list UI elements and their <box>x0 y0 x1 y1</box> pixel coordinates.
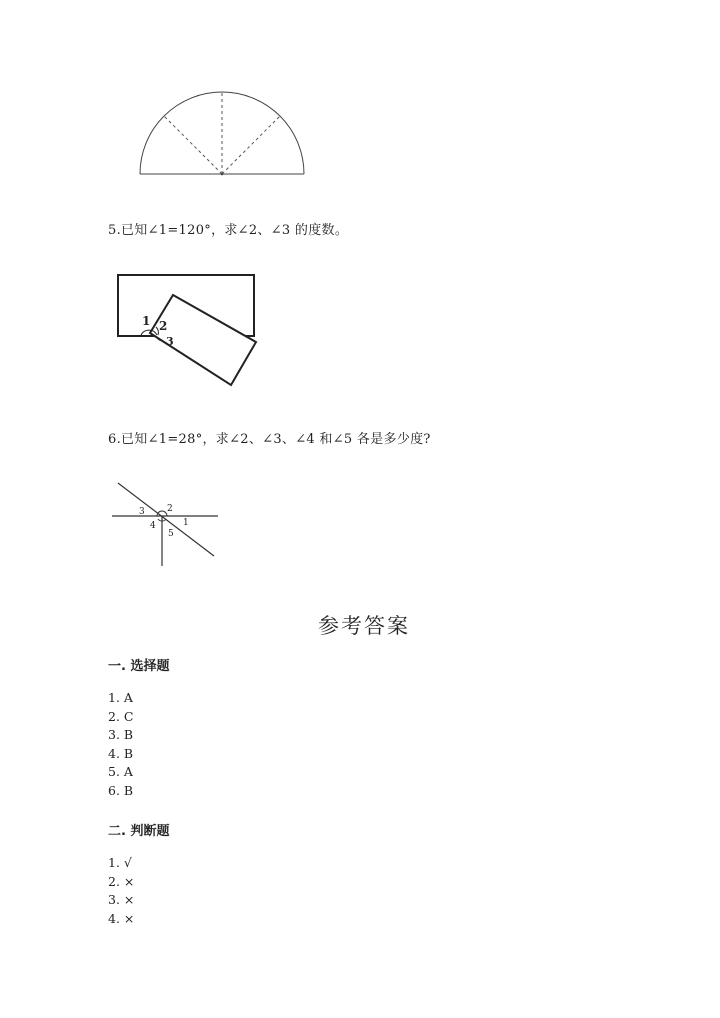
angle-label-1: 1 <box>142 314 151 328</box>
line-label-1: 1 <box>183 518 189 528</box>
question-5: 5.已知∠1=120°，求∠2、∠3 的度数。 <box>108 223 349 238</box>
answer-item: 3. × <box>108 892 135 908</box>
line-label-2: 2 <box>167 504 173 514</box>
answer-item: 2. C <box>108 708 134 724</box>
answer-item: 2. × <box>108 873 135 889</box>
section-heading-choice: 一. 选择题 <box>108 659 170 674</box>
answer-item: 4. B <box>108 745 134 761</box>
answer-item: 5. A <box>108 764 133 780</box>
answer-item: 4. × <box>108 910 135 926</box>
angle-label-2: 2 <box>159 319 168 333</box>
question-6: 6.已知∠1=28°，求∠2、∠3、∠4 和∠5 各是多少度? <box>108 432 431 447</box>
answer-title: 参考答案 <box>318 614 410 638</box>
line-label-5: 5 <box>168 529 174 539</box>
answer-list-choice <box>108 689 133 801</box>
answer-item: 3. B <box>108 727 134 743</box>
angle-label-3: 3 <box>166 335 174 348</box>
answer-item: 6. B <box>108 782 134 798</box>
answer-item: 1. A <box>108 690 133 705</box>
line-label-3: 3 <box>139 507 145 517</box>
answer-list-judgement <box>108 854 134 928</box>
line-label-4: 4 <box>150 521 156 531</box>
answer-item: 1. √ <box>108 855 132 870</box>
section-heading-judgement: 二. 判断题 <box>108 824 170 839</box>
